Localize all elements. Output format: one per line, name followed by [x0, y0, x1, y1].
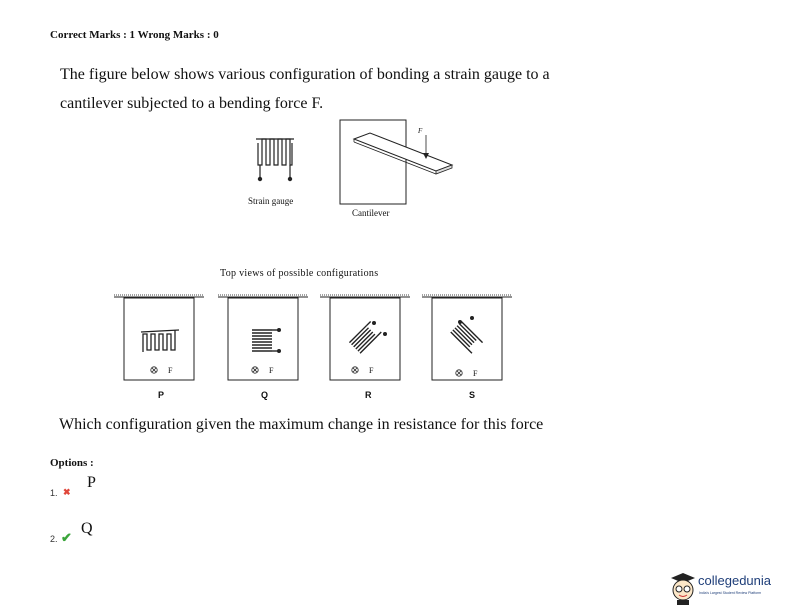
marks-header: Correct Marks : 1 Wrong Marks : 0 [50, 29, 219, 41]
panel-s [422, 295, 512, 380]
panel-label-q: Q [261, 390, 269, 400]
panel-p-force: F [168, 366, 173, 375]
option-2-number: 2. [50, 534, 58, 544]
question-line-1: The figure below shows various configuration of bonding a strain gauge to a [60, 66, 550, 83]
option-2-text: Q [81, 520, 93, 537]
configs-title: Top views of possible configurations [220, 268, 379, 279]
configuration-panels [112, 292, 522, 382]
panel-r [320, 295, 410, 380]
strain-gauge-figure [230, 115, 470, 225]
question-prompt: Which configuration given the maximum change in resistance for this force [59, 416, 544, 433]
question-text [60, 60, 620, 118]
force-label: F [418, 127, 423, 135]
brand-name: collegedunia [698, 573, 772, 588]
panel-label-r: R [365, 390, 372, 400]
question-line-2: cantilever subjected to a bending force F. [60, 95, 324, 112]
brand-tagline: India's Largest Student Review Platform [699, 591, 762, 595]
brand-logo [668, 571, 792, 607]
options-title: Options : [50, 457, 94, 469]
check-icon: ✔ [61, 530, 72, 545]
cross-icon: ✖ [63, 487, 71, 497]
strain-gauge-label: Strain gauge [248, 196, 294, 206]
panel-q-force: F [269, 366, 274, 375]
panel-label-s: S [469, 390, 476, 400]
strain-gauge-drawing [230, 115, 470, 225]
panel-s-force: F [473, 369, 478, 378]
mascot-icon [668, 571, 698, 605]
panel-q [218, 295, 308, 380]
panel-r-force: F [369, 366, 374, 375]
option-1-text: P [87, 474, 96, 491]
panel-p [114, 295, 204, 380]
option-1-number: 1. [50, 488, 58, 498]
configuration-drawing [112, 292, 522, 382]
panel-label-p: P [158, 390, 165, 400]
cantilever-label: Cantilever [352, 208, 390, 218]
